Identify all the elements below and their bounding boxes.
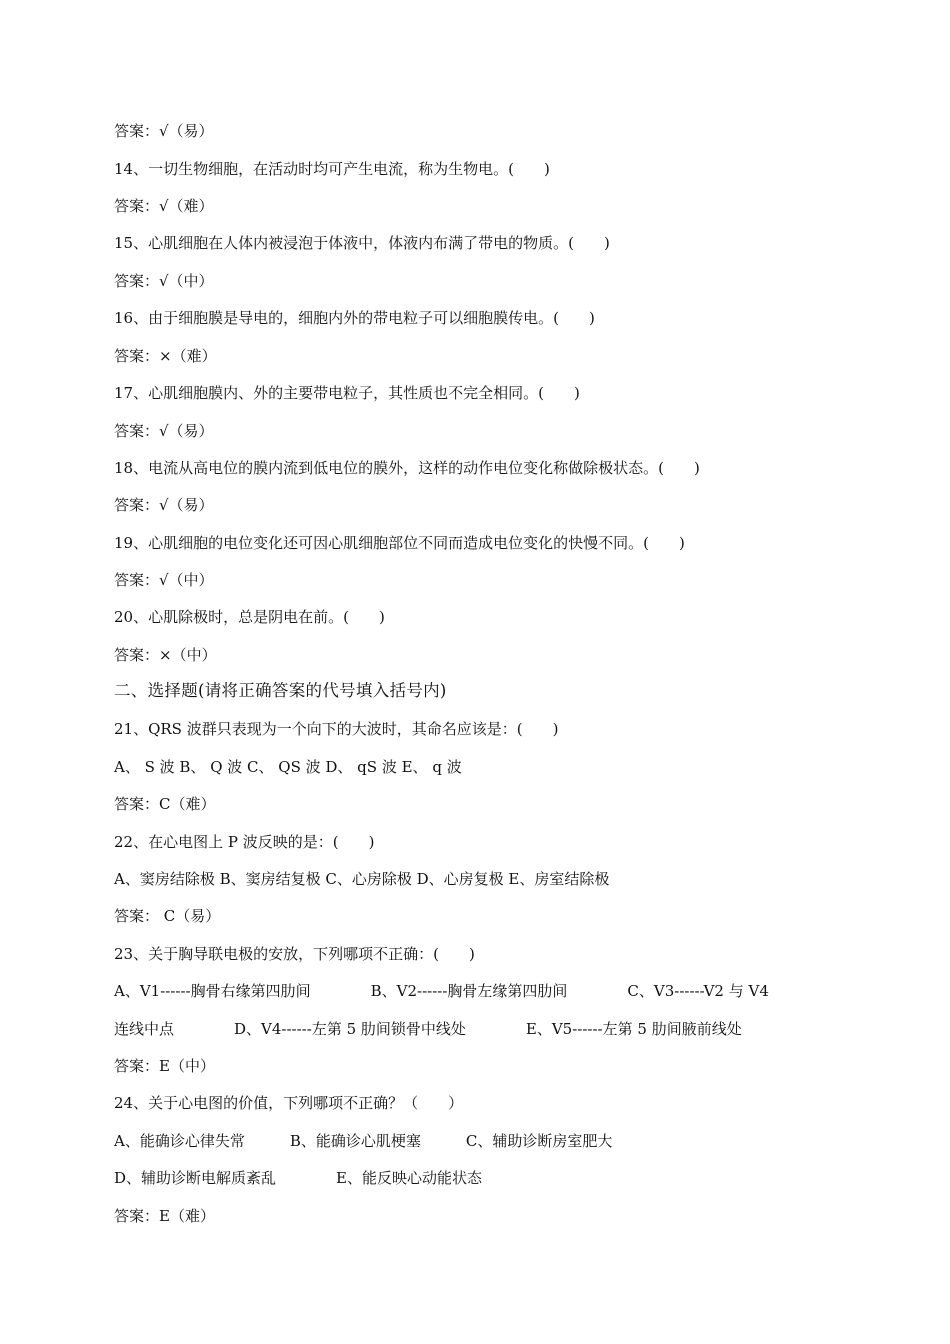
question-18: 18、电流从高电位的膜内流到低电位的膜外，这样的动作电位变化称做除极状态。( ) (114, 459, 700, 477)
answer-22: 答案： C（易） (114, 907, 221, 925)
question-16: 16、由于细胞膜是导电的，细胞内外的带电粒子可以细胞膜传电。( ) (114, 309, 595, 327)
answer-20: 答案：×（中） (114, 646, 217, 664)
question-23: 23、关于胸导联电极的安放，下列哪项不正确：( ) (114, 945, 475, 963)
answer-18: 答案：√（易） (114, 496, 214, 514)
question-19: 19、心肌细胞的电位变化还可因心肌细胞部位不同而造成电位变化的快慢不同。( ) (114, 534, 685, 552)
question-21: 21、QRS 波群只表现为一个向下的大波时，其命名应该是：( ) (114, 720, 559, 738)
question-14: 14、一切生物细胞，在活动时均可产生电流，称为生物电。( ) (114, 160, 550, 178)
answer-21: 答案：C（难） (114, 795, 216, 813)
options-22: A、窦房结除极 B、窦房结复极 C、心房除极 D、心房复极 E、房室结除极 (114, 870, 610, 888)
options-24-line-1: A、能确诊心律失常 B、能确诊心肌梗塞 C、辅助诊断房室肥大 (114, 1132, 613, 1150)
question-22: 22、在心电图上 P 波反映的是：( ) (114, 833, 375, 851)
answer-13: 答案：√（易） (114, 122, 214, 140)
answer-14: 答案：√（难） (114, 197, 214, 215)
answer-17: 答案：√（易） (114, 422, 214, 440)
answer-23: 答案：E（中） (114, 1057, 215, 1075)
question-15: 15、心肌细胞在人体内被浸泡于体液中，体液内布满了带电的物质。( ) (114, 234, 610, 252)
options-21: A、 S 波 B、 Q 波 C、 QS 波 D、 qS 波 E、 q 波 (114, 758, 462, 776)
options-24-line-2: D、辅助诊断电解质紊乱 E、能反映心动能状态 (114, 1169, 482, 1187)
question-17: 17、心肌细胞膜内、外的主要带电粒子，其性质也不完全相同。( ) (114, 384, 580, 402)
answer-16: 答案：×（难） (114, 347, 217, 365)
options-23-line-1: A、V1------胸骨右缘第四肋间 B、V2------胸骨左缘第四肋间 C、V3------V2 与 V4 (114, 982, 769, 1000)
question-24: 24、关于心电图的价值，下列哪项不正确？（ ） (114, 1094, 464, 1112)
answer-24: 答案：E（难） (114, 1207, 215, 1225)
question-20: 20、心肌除极时，总是阴电在前。( ) (114, 608, 385, 626)
section-heading-choice: 二、选择题(请将正确答案的代号填入括号内) (114, 681, 447, 700)
answer-15: 答案：√（中） (114, 272, 214, 290)
options-23-line-2: 连线中点 D、V4------左第 5 肋间锁骨中线处 E、V5------左第 5 肋间腋前线处 (114, 1020, 742, 1038)
answer-19: 答案：√（中） (114, 571, 214, 589)
